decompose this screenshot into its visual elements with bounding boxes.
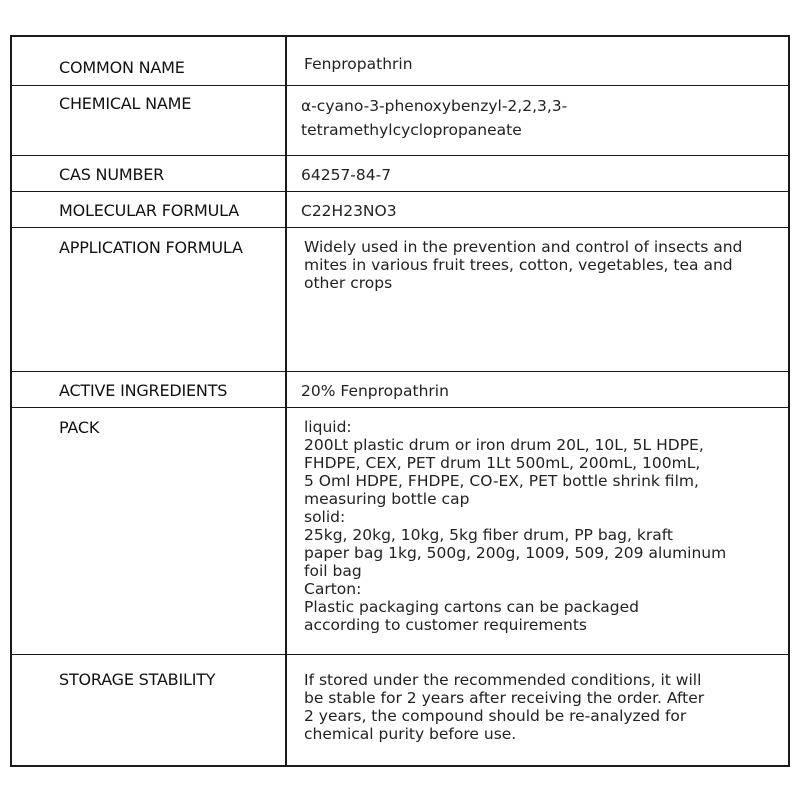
cas-number-value: 64257-84-7 xyxy=(301,166,392,184)
chemical-name-label: CHEMICAL NAME xyxy=(59,94,192,113)
row-divider xyxy=(12,85,788,86)
pack-line: Carton: xyxy=(304,580,362,598)
application-formula-label: APPLICATION FORMULA xyxy=(59,238,243,257)
application-formula-line: Widely used in the prevention and control of insects and xyxy=(304,238,743,256)
row-divider xyxy=(12,371,788,372)
storage-stability-label: STORAGE STABILITY xyxy=(59,670,216,689)
active-ingredients-label: ACTIVE INGREDIENTS xyxy=(59,381,228,400)
pack-line: paper bag 1kg, 500g, 200g, 1009, 509, 209 aluminum xyxy=(304,544,727,562)
pack-line: solid: xyxy=(304,508,346,526)
molecular-formula-value: C22H23NO3 xyxy=(301,202,397,220)
pack-line: 200Lt plastic drum or iron drum 20L, 10L, 5L HDPE, xyxy=(304,436,704,454)
row-divider xyxy=(12,654,788,655)
pack-line: liquid: xyxy=(304,418,352,436)
pack-label: PACK xyxy=(59,418,100,437)
chemical-name-line: α-cyano-3-phenoxybenzyl-2,2,3,3- xyxy=(301,97,568,115)
active-ingredients-value: 20% Fenpropathrin xyxy=(301,382,449,400)
pack-line: 5 Oml HDPE, FHDPE, CO-EX, PET bottle shrink film, xyxy=(304,472,699,490)
common-name-label: COMMON NAME xyxy=(59,58,185,77)
pack-line: Plastic packaging cartons can be packaged xyxy=(304,598,639,616)
cas-number-label: CAS NUMBER xyxy=(59,165,165,184)
common-name-value: Fenpropathrin xyxy=(304,55,413,73)
application-formula-value xyxy=(304,238,742,292)
row-divider xyxy=(12,227,788,228)
storage-stability-line: chemical purity before use. xyxy=(304,725,517,743)
row-divider xyxy=(12,155,788,156)
product-spec-table xyxy=(10,35,790,767)
chemical-name-value xyxy=(301,94,567,142)
application-formula-line: other crops xyxy=(304,274,393,292)
chemical-name-line: tetramethylcyclopropaneate xyxy=(301,121,522,139)
row-divider xyxy=(12,191,788,192)
storage-stability-line: If stored under the recommended conditions, it will xyxy=(304,671,702,689)
pack-line: measuring bottle cap xyxy=(304,490,470,508)
storage-stability-line: 2 years, the compound should be re-analyzed for xyxy=(304,707,687,725)
column-divider xyxy=(285,37,287,765)
storage-stability-value xyxy=(304,671,704,743)
pack-value xyxy=(304,418,726,634)
application-formula-line: mites in various fruit trees, cotton, vegetables, tea and xyxy=(304,256,733,274)
pack-line: FHDPE, CEX, PET drum 1Lt 500mL, 200mL, 100mL, xyxy=(304,454,701,472)
storage-stability-line: be stable for 2 years after receiving the order. After xyxy=(304,689,705,707)
molecular-formula-label: MOLECULAR FORMULA xyxy=(59,201,239,220)
pack-line: foil bag xyxy=(304,562,362,580)
pack-line: according to customer requirements xyxy=(304,616,587,634)
pack-line: 25kg, 20kg, 10kg, 5kg fiber drum, PP bag, kraft xyxy=(304,526,673,544)
row-divider xyxy=(12,407,788,408)
